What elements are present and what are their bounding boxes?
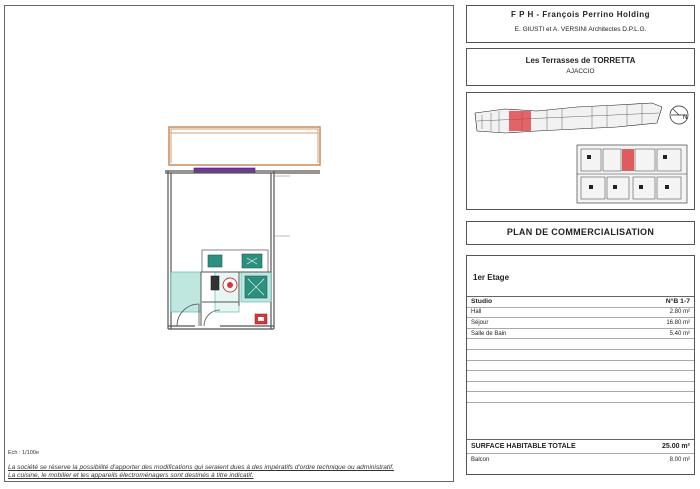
balcony-value: 8.00 m² bbox=[669, 456, 690, 463]
room-name bbox=[467, 349, 597, 360]
floor-label: 1er Etage bbox=[473, 273, 510, 282]
surface-table bbox=[467, 296, 694, 413]
floor-plan-sheet bbox=[4, 5, 454, 482]
table-row bbox=[467, 371, 694, 382]
disclaimer bbox=[8, 464, 454, 480]
room-area bbox=[597, 349, 694, 360]
table-row bbox=[467, 402, 694, 413]
site-plan-box bbox=[466, 92, 695, 210]
room-area: 2.80 m² bbox=[597, 307, 694, 318]
disclaimer-line: La cuisine, le mobilier et les appareils électroménagers sont destinés à titre indicatif. bbox=[8, 472, 254, 479]
project-name: Les Terrasses de TORRETTA bbox=[525, 56, 636, 65]
kitchen bbox=[202, 250, 268, 272]
unit-type: Studio bbox=[467, 297, 597, 308]
room-area: 5.40 m² bbox=[597, 328, 694, 339]
table-row bbox=[467, 307, 694, 318]
plan-title: PLAN DE COMMERCIALISATION bbox=[506, 227, 655, 237]
table-row bbox=[467, 392, 694, 403]
room-name: Salle de Bain bbox=[467, 328, 597, 339]
plan-title-box bbox=[466, 221, 695, 245]
compass-label: N bbox=[683, 115, 688, 121]
table-row bbox=[467, 318, 694, 329]
balcony-row bbox=[467, 453, 694, 465]
balcony-label: Balcon bbox=[471, 456, 490, 463]
project-box bbox=[466, 48, 695, 86]
unit-header-row bbox=[467, 297, 694, 308]
unit-highlight bbox=[622, 149, 634, 171]
table-row bbox=[467, 349, 694, 360]
site-plan-drawing bbox=[467, 93, 694, 209]
room-area bbox=[597, 339, 694, 350]
room-name bbox=[467, 392, 597, 403]
room-name bbox=[467, 339, 597, 350]
room-name bbox=[467, 381, 597, 392]
total-surface-value: 25.00 m² bbox=[661, 442, 690, 450]
room-name bbox=[467, 360, 597, 371]
drawing-guides bbox=[274, 176, 290, 236]
balcony bbox=[169, 127, 320, 165]
room-area bbox=[597, 402, 694, 413]
surface-table-box bbox=[466, 255, 695, 475]
room-name: Hall bbox=[467, 307, 597, 318]
room-area bbox=[597, 392, 694, 403]
table-row bbox=[467, 360, 694, 371]
room-area bbox=[597, 381, 694, 392]
disclaimer-line: La société se réserve la possibilité d'apporter des modifications qui seraient dues à des impératifs d'ordre technique ou administratif. bbox=[8, 464, 394, 471]
table-row bbox=[467, 381, 694, 392]
room-area bbox=[597, 360, 694, 371]
unit-number: N°B 1-7 bbox=[597, 297, 694, 308]
scale-note: Ech : 1/100e bbox=[8, 450, 39, 456]
room-area bbox=[597, 371, 694, 382]
bathroom bbox=[171, 272, 271, 324]
company-name: F P H - François Perrino Holding bbox=[511, 10, 650, 19]
unit-location-marker bbox=[509, 111, 531, 131]
architects: E. GIUSTI et A. VERSINI Architectes D.P.L.G. bbox=[514, 26, 647, 33]
room-name: Séjour bbox=[467, 318, 597, 329]
table-row bbox=[467, 328, 694, 339]
total-surface-row bbox=[467, 439, 694, 452]
table-row bbox=[467, 339, 694, 350]
project-city: AJACCIO bbox=[566, 68, 595, 75]
room-area: 16.80 m² bbox=[597, 318, 694, 329]
room-name bbox=[467, 402, 597, 413]
floor-plan-drawing bbox=[5, 6, 455, 483]
total-surface-label: SURFACE HABITABLE TOTALE bbox=[471, 442, 576, 450]
room-name bbox=[467, 371, 597, 382]
company-box bbox=[466, 5, 695, 43]
